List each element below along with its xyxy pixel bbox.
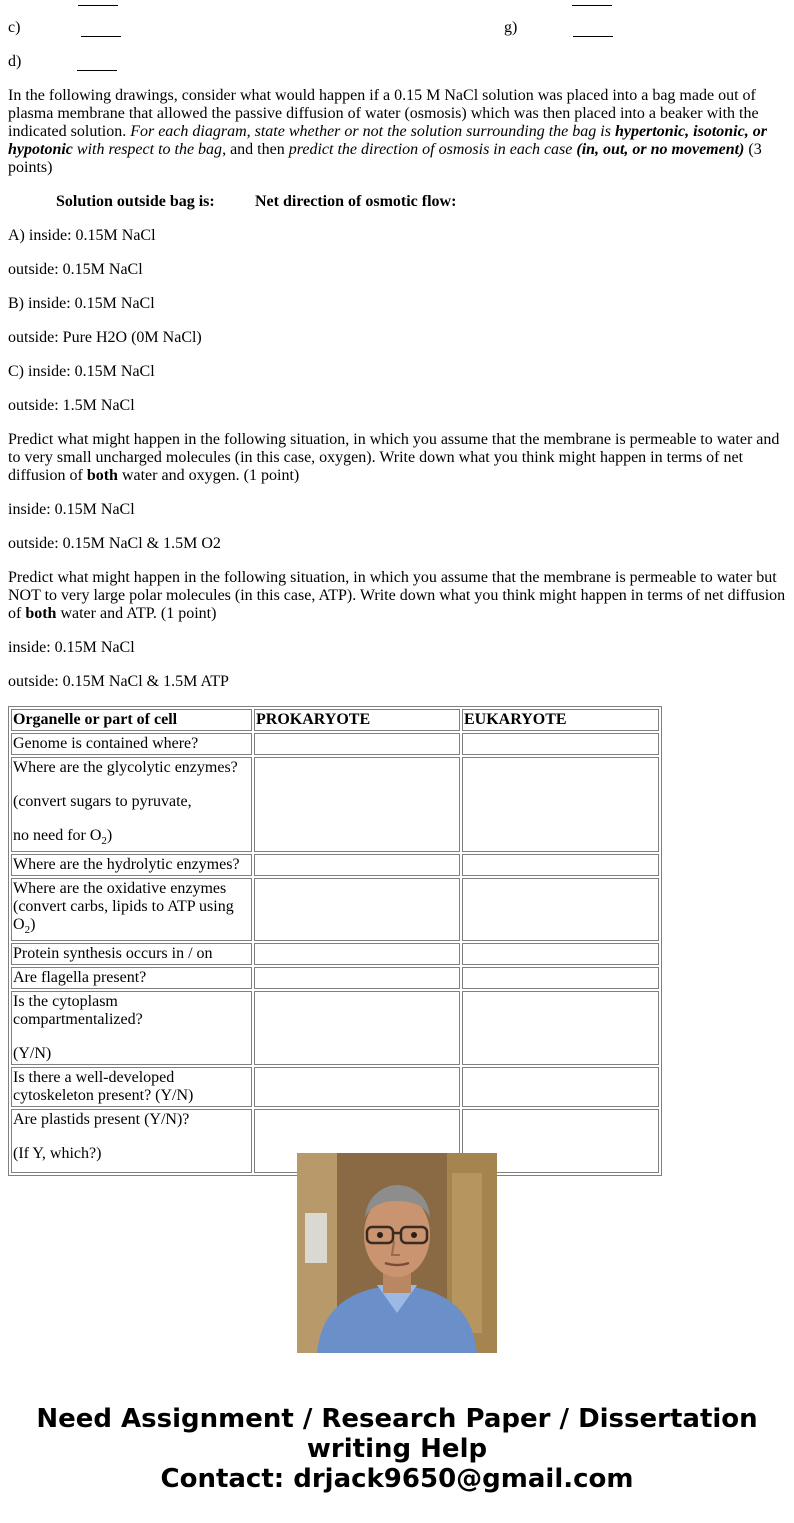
case-b-inside: B) inside: 0.15M NaCl xyxy=(8,295,155,312)
row-label-cell: Where are the hydrolytic enzymes? xyxy=(11,854,252,876)
header-text: Organelle or part of cell xyxy=(13,711,178,728)
answer-cell[interactable] xyxy=(462,757,659,852)
answer-cell[interactable] xyxy=(462,733,659,755)
row-label-cell: Is there a well-developed cytoskeleton present? (Y/N) xyxy=(11,1067,252,1107)
row-label-text: Where are the glycolytic enzymes? xyxy=(13,759,238,776)
list-label: g) xyxy=(504,19,518,36)
row-label-part: ) xyxy=(106,827,113,844)
table-row xyxy=(11,943,659,965)
oxygen-outside: outside: 0.15M NaCl & 1.5M O2 xyxy=(8,535,221,552)
header-net-label: Net direction of osmotic flow: xyxy=(255,193,457,210)
subscript: 2 xyxy=(24,924,31,937)
answer-blank xyxy=(78,0,118,6)
answer-blank xyxy=(77,55,117,71)
answer-blank xyxy=(81,21,121,37)
answer-cell[interactable] xyxy=(254,878,460,941)
row-label-text xyxy=(13,827,250,850)
answer-cell[interactable] xyxy=(254,757,460,852)
answer-cell[interactable] xyxy=(462,854,659,876)
row-label-text: (Y/N) xyxy=(13,1045,52,1063)
table-row xyxy=(11,967,659,989)
row-label-cell: Genome is contained where? xyxy=(11,733,252,755)
list-label: c) xyxy=(8,19,21,36)
table-row xyxy=(11,854,659,876)
answer-cell[interactable] xyxy=(462,1067,659,1107)
row-label-cell: Are flagella present? xyxy=(11,967,252,989)
row-label-cell xyxy=(11,878,252,941)
case-a-outside: outside: 0.15M NaCl xyxy=(8,261,143,278)
promo-line-2: writing Help xyxy=(306,1434,488,1464)
table-header-cell xyxy=(11,709,252,731)
answer-cell[interactable] xyxy=(254,854,460,876)
avatar-portrait-image xyxy=(297,1153,497,1353)
atp-question xyxy=(8,569,788,623)
column-header-net-flow xyxy=(255,193,456,211)
answer-cell[interactable] xyxy=(462,878,659,941)
table-row xyxy=(11,878,659,941)
header-text: EUKARYOTE xyxy=(464,711,567,728)
header-text: PROKARYOTE xyxy=(256,711,371,728)
table-row xyxy=(11,991,659,1065)
answer-cell[interactable] xyxy=(254,967,460,989)
oxygen-question xyxy=(8,431,788,485)
answer-cell[interactable] xyxy=(462,991,659,1065)
list-label: d) xyxy=(8,53,22,70)
row-label-cell xyxy=(11,1109,252,1173)
question-text: Predict what might happen in the following situation, in which you assume that the membrane is permeable to water and to very small uncharged molecules (in this case, oxygen). Write down what you think might happen in terms of net diffusion of xyxy=(8,431,780,484)
question-text: water and oxygen. (1 point) xyxy=(117,467,300,484)
answer-cell[interactable] xyxy=(254,1067,460,1107)
case-b-outside: outside: Pure H2O (0M NaCl) xyxy=(8,329,202,346)
table-header-row xyxy=(11,709,659,731)
instructions-italic: predict the direction of osmosis in each case xyxy=(288,141,577,158)
promo-contact-line: Contact: drjack9650@gmail.com xyxy=(160,1464,634,1494)
question-emphasis: both xyxy=(25,605,57,622)
case-c-inside: C) inside: 0.15M NaCl xyxy=(8,363,155,380)
row-label-cell xyxy=(11,991,252,1065)
table-header-cell xyxy=(254,709,460,731)
cell-comparison-table xyxy=(8,706,662,1176)
table-row xyxy=(11,1067,659,1107)
instructions-text: In the following drawings, consider what would happen if a 0.15 M NaCl solution was placed into a bag made out of plasma membrane that allowed the passive diffusion of water (osmosis) which was then placed into a beaker with the indicated solution. xyxy=(8,87,759,140)
subscript: 2 xyxy=(101,835,107,848)
answer-cell[interactable] xyxy=(254,733,460,755)
question-emphasis: both xyxy=(86,467,118,484)
answer-cell[interactable] xyxy=(254,991,460,1065)
question-text: water and ATP. (1 point) xyxy=(56,605,217,622)
answer-cell[interactable] xyxy=(254,943,460,965)
table-row xyxy=(11,757,659,852)
instructions-italic: with respect to the bag xyxy=(72,141,223,158)
row-label-text: Is the cytoplasm compartmentalized? xyxy=(13,993,143,1029)
row-label-cell: Protein synthesis occurs in / on xyxy=(11,943,252,965)
osmosis-instructions xyxy=(8,87,788,177)
column-header-outside xyxy=(56,193,215,211)
instructions-italic: For each diagram, state whether or not the solution surrounding the bag is xyxy=(130,123,615,140)
row-label-text: (convert sugars to pyruvate, xyxy=(13,793,192,810)
answer-blank xyxy=(572,0,612,6)
question-text: Predict what might happen in the following situation, in which you assume that the membrane is permeable to water but NOT to very large polar molecules (in this case, ATP). Write down what you think might happen in terms of net diffusion of xyxy=(8,569,786,622)
answer-cell[interactable] xyxy=(462,967,659,989)
list-item-d xyxy=(8,53,21,71)
avatar xyxy=(297,1153,497,1353)
table-header-cell xyxy=(462,709,659,731)
row-label-part: ) xyxy=(30,916,36,934)
header-outside-label: Solution outside bag is: xyxy=(56,193,215,210)
row-label-part: Where are the oxidative enzymes (convert carbs, lipids to ATP using O xyxy=(13,880,234,934)
row-label-text: (If Y, which?) xyxy=(13,1145,102,1163)
row-label-text: Are plastids present (Y/N)? xyxy=(13,1111,190,1129)
tonicity-options: hypertonic, isotonic, or hypotonic xyxy=(8,123,767,158)
row-label-cell xyxy=(11,757,252,852)
oxygen-inside: inside: 0.15M NaCl xyxy=(8,501,135,518)
points-text: (3 points) xyxy=(8,141,762,176)
list-item-g xyxy=(504,19,517,37)
case-c-outside: outside: 1.5M NaCl xyxy=(8,397,135,414)
promo-line-1: Need Assignment / Research Paper / Dissertation xyxy=(36,1404,758,1434)
direction-options: (in, out, or no movement) xyxy=(576,141,745,158)
atp-outside: outside: 0.15M NaCl & 1.5M ATP xyxy=(8,673,229,690)
table-row xyxy=(11,733,659,755)
row-label-part: no need for O xyxy=(13,827,102,844)
case-a-inside: A) inside: 0.15M NaCl xyxy=(8,227,156,244)
instructions-text: , and then xyxy=(222,141,289,158)
atp-inside: inside: 0.15M NaCl xyxy=(8,639,135,656)
list-item-c xyxy=(8,19,20,37)
answer-cell[interactable] xyxy=(462,943,659,965)
answer-blank xyxy=(573,21,613,37)
